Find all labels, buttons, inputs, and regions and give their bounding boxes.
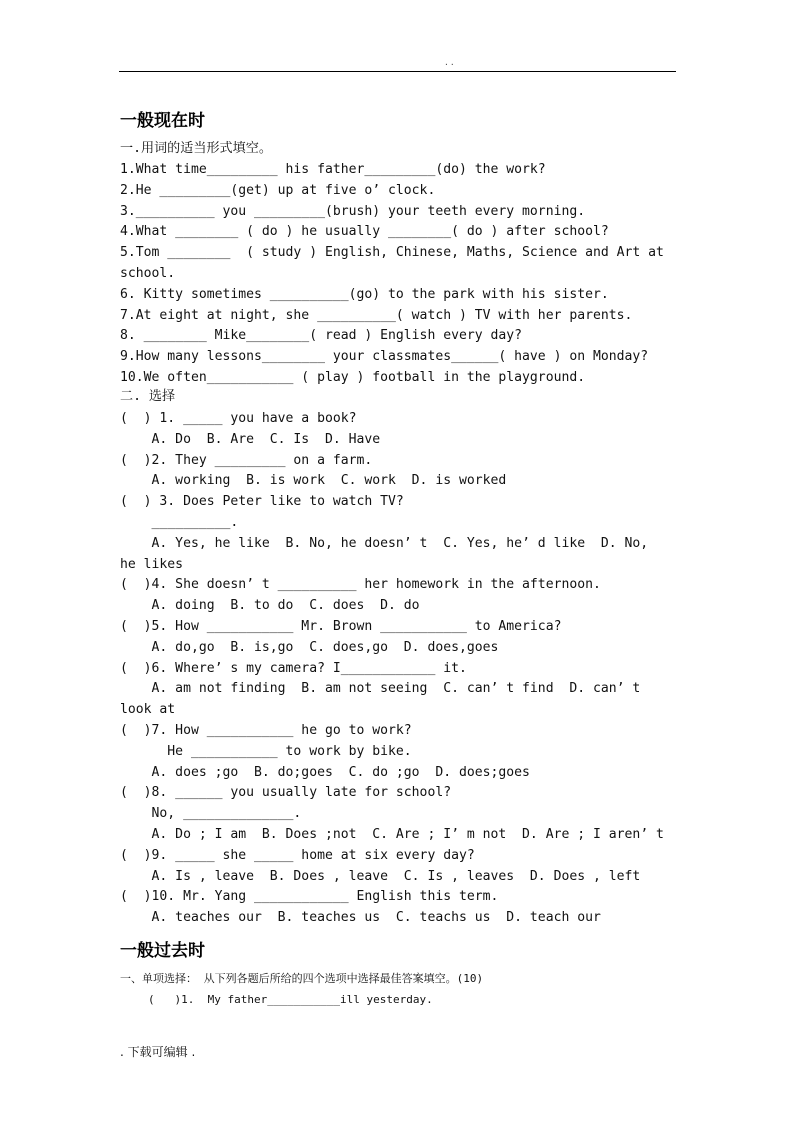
question-line: ( ) 3. Does Peter like to watch TV? xyxy=(120,494,404,510)
exercise-line: 9.How many lessons________ your classmates______( have ) on Monday? xyxy=(120,349,649,365)
header-rule xyxy=(119,71,676,72)
exercise-line: 8. ________ Mike________( read ) English every day? xyxy=(120,328,523,344)
question-line: A. Do ; I am B. Does ;not C. Are ; I’ m not D. Are ; I aren’ t xyxy=(120,827,664,842)
question-line: ( )4. She doesn’ t __________ her homework in the afternoon. xyxy=(120,577,601,593)
question-line: ( )9. _____ she _____ home at six every day? xyxy=(120,847,475,863)
header-marks: .. xyxy=(444,58,456,67)
question-line: ( )7. How ___________ he go to work? xyxy=(120,723,412,738)
question-line: ( )2. They _________ on a farm. xyxy=(120,452,373,468)
question-line: __________. xyxy=(120,515,239,530)
exercise-line: school. xyxy=(120,266,176,281)
exercise-line: 6. Kitty sometimes __________(go) to the park with his sister. xyxy=(120,286,609,302)
question-line: A. working B. is work C. work D. is worked xyxy=(120,473,507,489)
question-line: A. doing B. to do C. does D. do xyxy=(120,598,420,614)
question-line: No, ______________. xyxy=(120,806,302,822)
question-line: ( )6. Where’ s my camera? I____________ it. xyxy=(120,660,467,676)
question-line: A. teaches our B. teaches us C. teachs us D. teach our xyxy=(120,910,601,926)
exercise-line: 7.At eight at night, she __________( watch ) TV with her parents. xyxy=(120,307,633,323)
past-part1-heading: 一、单项选择： 从下列各题后所给的四个选项中选择最佳答案填空。(10) xyxy=(120,972,484,985)
question-line: A. Yes, he like B. No, he doesn’ t C. Yes, he’ d like D. No, xyxy=(120,535,649,551)
exercise-line: 4.What ________ ( do ) he usually ________( do ) after school? xyxy=(120,224,609,240)
question-line: ( )5. How ___________ Mr. Brown ___________ to America? xyxy=(120,619,562,634)
exercise-line: 10.We often___________ ( play ) football in the playground. xyxy=(120,370,586,385)
section-title-present: 一般现在时 xyxy=(120,111,205,131)
exercise-line: 3.__________ you _________(brush) your teeth every morning. xyxy=(120,203,586,219)
section-title-past: 一般过去时 xyxy=(120,941,205,961)
question-line: He ___________ to work by bike. xyxy=(120,743,412,759)
question-line: ( )8. ______ you usually late for school? xyxy=(120,785,452,801)
past-question-1: ( )1. My father___________ill yesterday. xyxy=(148,993,433,1006)
footer-note: . 下载可编辑 . xyxy=(120,1045,196,1059)
question-line: A. do,go B. is,go C. does,go D. does,goes xyxy=(120,639,499,655)
part1-heading: 一.用词的适当形式填空。 xyxy=(120,141,272,156)
question-line: A. Is , leave B. Does , leave C. Is , leaves D. Does , left xyxy=(120,868,641,884)
question-line: look at xyxy=(120,702,176,718)
question-line: ( )10. Mr. Yang ____________ English this term. xyxy=(120,889,499,905)
question-line: he likes xyxy=(120,556,184,572)
exercise-line: 2.He _________(get) up at five o’ clock. xyxy=(120,182,436,198)
part2-heading: 二. 选择 xyxy=(120,389,176,404)
exercise-line: 5.Tom ________ ( study ) English, Chinese, Maths, Science and Art at xyxy=(120,245,664,261)
question-line: A. am not finding B. am not seeing C. can’ t find D. can’ t xyxy=(120,681,641,697)
question-line: A. Do B. Are C. Is D. Have xyxy=(120,431,381,447)
question-line: A. does ;go B. do;goes C. do ;go D. does;goes xyxy=(120,764,530,780)
exercise-line: 1.What time_________ his father_________(do) the work? xyxy=(120,162,546,177)
question-line: ( ) 1. _____ you have a book? xyxy=(120,411,357,426)
